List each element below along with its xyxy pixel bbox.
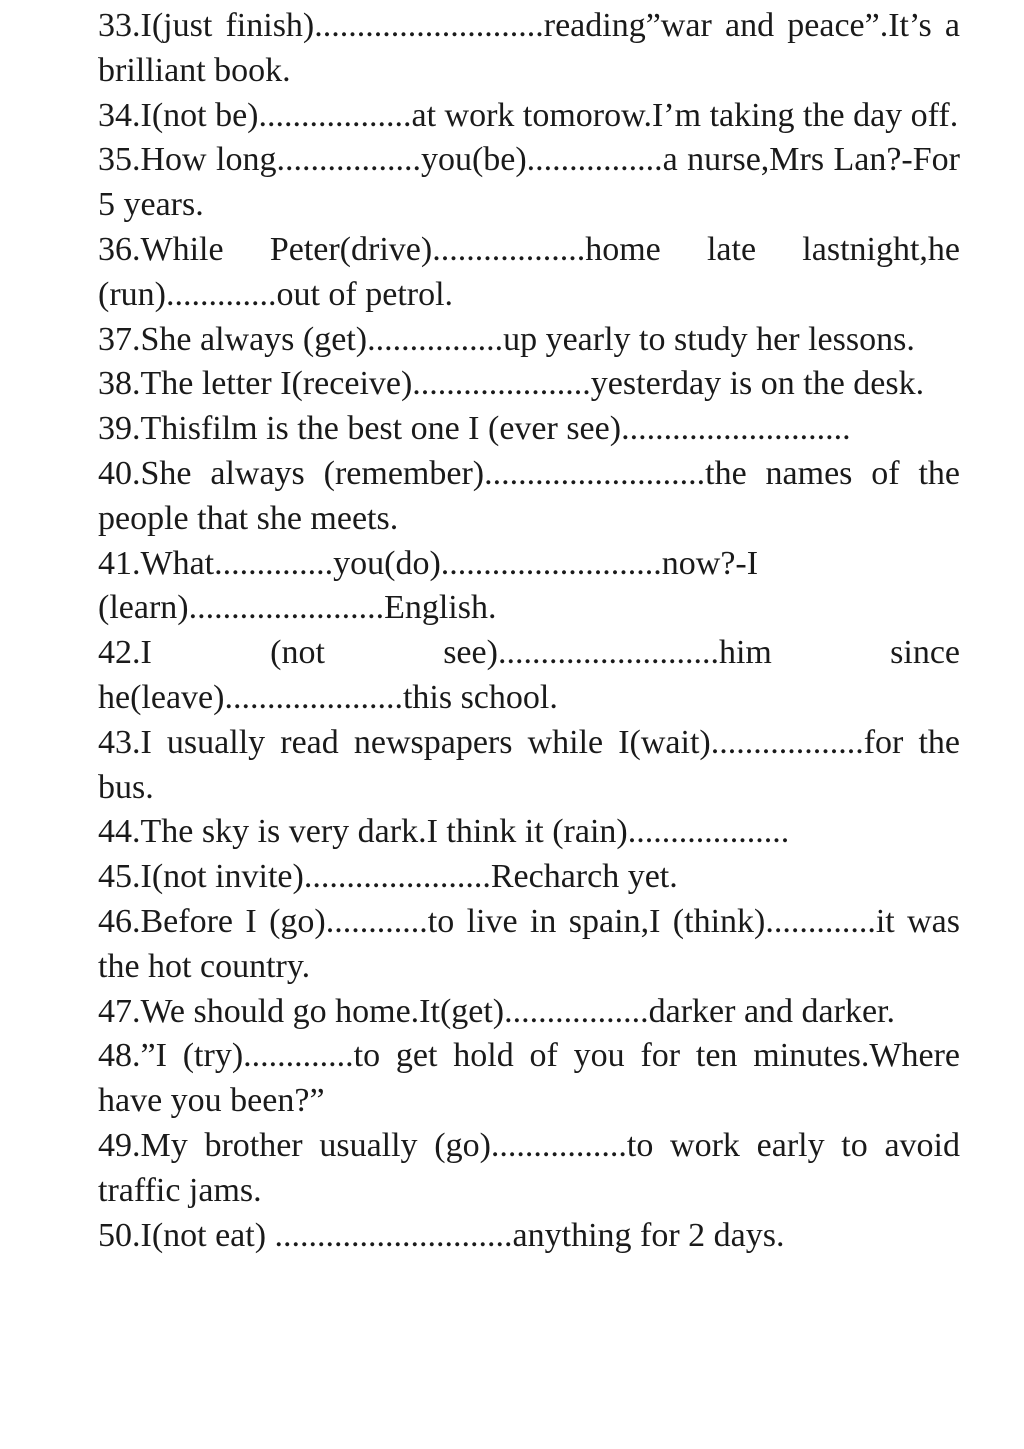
- exercise-35: 35.How long.................you(be)................a nurse,Mrs Lan?-For 5 years.: [98, 141, 960, 224]
- worksheet-page: [98, 0, 960, 1449]
- exercise-38: 38.The letter I(receive).....................yesterday is on the desk.: [98, 365, 925, 403]
- exercise-43: 43.I usually read newspapers while I(wait)..................for the bus.: [98, 723, 960, 806]
- exercise-39: 39.Thisfilm is the best one I (ever see)...........................: [98, 410, 851, 448]
- cut-off-next-line: [98, 1438, 960, 1449]
- exercise-36: 36.While Peter(drive)..................home late lastnight,he (run).............out of petrol.: [98, 230, 960, 313]
- exercise-37: 37.She always (get)................up yearly to study her lessons.: [98, 320, 915, 358]
- exercise-45: 45.I(not invite)......................Recharch yet.: [98, 858, 678, 896]
- exercise-44: 44.The sky is very dark.I think it (rain)...................: [98, 813, 790, 851]
- exercise-47: 47.We should go home.It(get).................darker and darker.: [98, 992, 895, 1030]
- exercise-34: 34.I(not be)..................at work tomorow.I’m taking the day off.: [98, 96, 959, 134]
- exercise-48: 48.”I (try).............to get hold of you for ten minutes.Where have you been?”: [98, 1037, 960, 1120]
- exercise-41: 41.What..............you(do)..........................now?-I (learn).......................English.: [98, 544, 759, 627]
- exercise-40: 40.She always (remember)..........................the names of the people that she meets.: [98, 454, 960, 537]
- exercise-list: [98, 4, 960, 1258]
- exercise-50: 50.I(not eat) ............................anything for 2 days.: [98, 1216, 785, 1254]
- exercise-33: 33.I(just finish)...........................reading”war and peace”.It’s a brilliant book.: [98, 7, 960, 89]
- exercise-42: 42.I (not see)..........................him since he(leave).....................this school.: [98, 634, 960, 716]
- exercise-46: 46.Before I (go)............to live in spain,I (think).............it was the hot country.: [98, 902, 960, 985]
- exercise-49: 49.My brother usually (go)................to work early to avoid traffic jams.: [98, 1126, 960, 1209]
